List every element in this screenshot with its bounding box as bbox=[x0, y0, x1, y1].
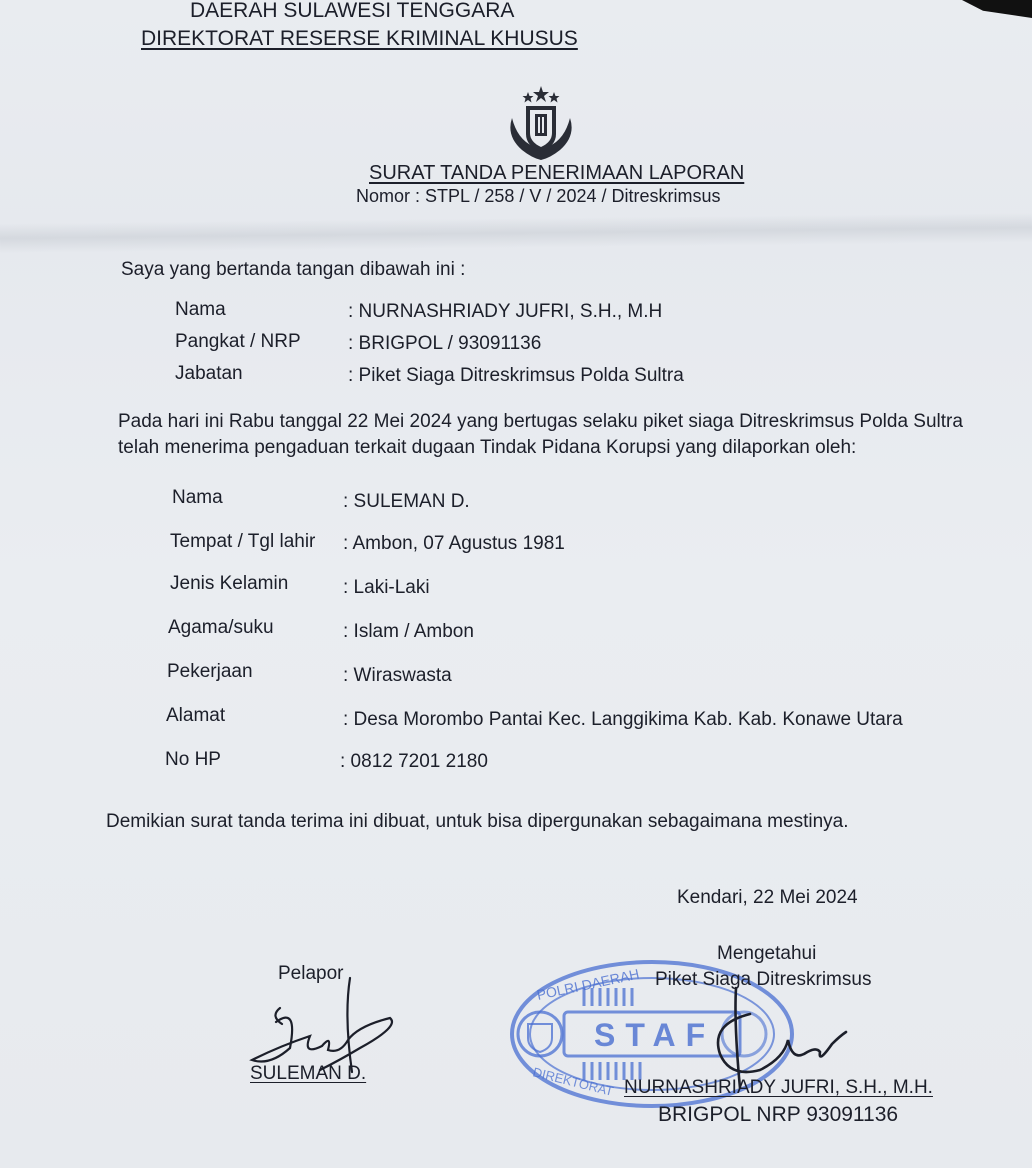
reporter-occupation-value: : Wiraswasta bbox=[343, 665, 452, 686]
officer-rank-label: Pangkat / NRP bbox=[175, 331, 301, 352]
reporter-signature-role: Pelapor bbox=[278, 963, 344, 984]
stamp-top-text: POLRI DAERAH bbox=[535, 965, 641, 1003]
number-value: STPL / 258 / V / 2024 / Ditreskrimsus bbox=[425, 186, 721, 206]
officer-position-label: Jabatan bbox=[175, 363, 243, 384]
paragraph-line-1: Pada hari ini Rabu tanggal 22 Mei 2024 yang bertugas selaku piket siaga Ditreskrimsus Polda Sultra bbox=[118, 411, 963, 432]
background-corner bbox=[962, 0, 1032, 18]
reporter-phone-value: : 0812 7201 2180 bbox=[340, 751, 488, 772]
document-number bbox=[356, 187, 720, 205]
reporter-name-label: Nama bbox=[172, 487, 223, 508]
paragraph-line-2: telah menerima pengaduan terkait dugaan Tindak Pidana Korupsi yang dilaporkan oleh: bbox=[118, 437, 857, 458]
reporter-gender-label: Jenis Kelamin bbox=[170, 573, 289, 594]
reporter-signature-name: SULEMAN D. bbox=[250, 1063, 367, 1084]
officer-rank-value: : BRIGPOL / 93091136 bbox=[348, 333, 542, 354]
reporter-religion-label: Agama/suku bbox=[168, 617, 274, 638]
place-date: Kendari, 22 Mei 2024 bbox=[677, 887, 858, 908]
reporter-phone-label: No HP bbox=[165, 749, 221, 770]
paper-fold-shadow bbox=[0, 213, 1032, 254]
police-emblem-icon bbox=[498, 84, 584, 164]
header-line-1: DAERAH SULAWESI TENGGARA bbox=[190, 0, 515, 22]
officer-name-value: : NURNASHRIADY JUFRI, S.H., M.H bbox=[348, 301, 663, 322]
officer-position-value: : Piket Siaga Ditreskrimsus Polda Sultra bbox=[348, 365, 684, 386]
ack-label: Mengetahui bbox=[717, 943, 817, 964]
number-label: Nomor : bbox=[356, 186, 421, 206]
reporter-address-label: Alamat bbox=[166, 705, 226, 726]
reporter-name-value: : SULEMAN D. bbox=[343, 491, 470, 512]
reporter-address-value: : Desa Morombo Pantai Kec. Langgikima Kab. Kab. Konawe Utara bbox=[343, 709, 903, 730]
reporter-gender-value: : Laki-Laki bbox=[343, 577, 430, 598]
reporter-signature bbox=[240, 976, 420, 1076]
stamp-bottom-text: DIREKTORAT bbox=[531, 1064, 616, 1099]
official-signature-role: Piket Siaga Ditreskrimsus bbox=[655, 969, 872, 990]
stamp-center-text: STAF bbox=[594, 1017, 716, 1053]
officer-name-label: Nama bbox=[175, 299, 226, 320]
reporter-birth-value: : Ambon, 07 Agustus 1981 bbox=[343, 533, 565, 554]
header-line-2: DIREKTORAT RESERSE KRIMINAL KHUSUS bbox=[141, 27, 578, 50]
official-signature-name: NURNASHRIADY JUFRI, S.H., M.H. bbox=[624, 1077, 933, 1098]
reporter-birth-label: Tempat / Tgl lahir bbox=[170, 531, 316, 552]
intro-text: Saya yang bertanda tangan dibawah ini : bbox=[121, 259, 466, 280]
document-title: SURAT TANDA PENERIMAAN LAPORAN bbox=[369, 162, 745, 184]
closing-text: Demikian surat tanda terima ini dibuat, untuk bisa dipergunakan sebagaimana mestinya. bbox=[106, 811, 849, 832]
reporter-religion-value: : Islam / Ambon bbox=[343, 621, 474, 642]
reporter-occupation-label: Pekerjaan bbox=[167, 661, 253, 682]
official-rank: BRIGPOL NRP 93091136 bbox=[658, 1103, 899, 1126]
